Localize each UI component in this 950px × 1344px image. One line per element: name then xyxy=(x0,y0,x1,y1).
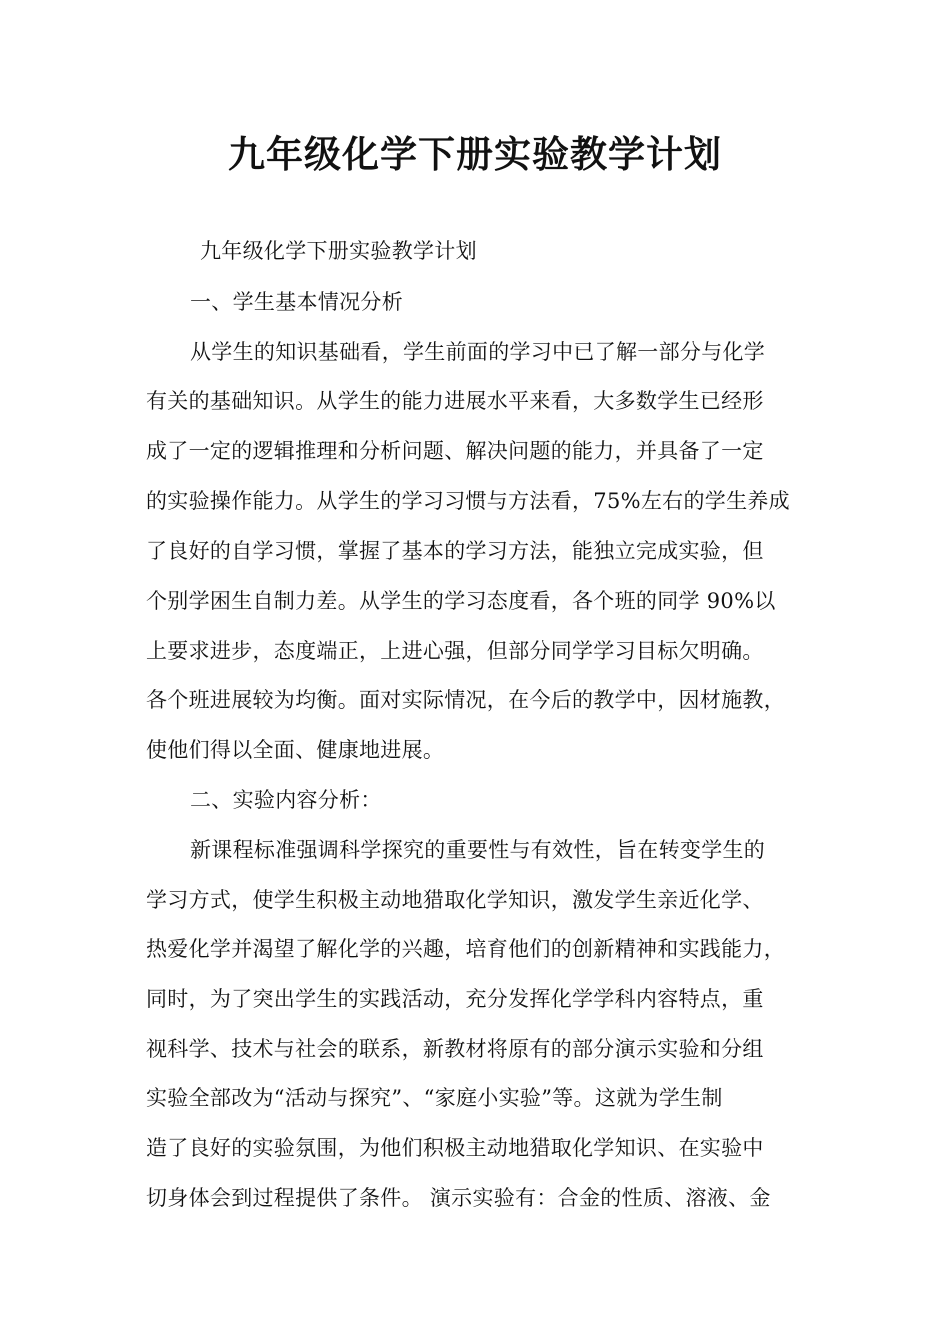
paragraph-line: 上要求进步，态度端正，上进心强，但部分同学学习目标欠明确。 xyxy=(146,639,764,663)
paragraph-line: 各个班进展较为均衡。面对实际情况，在今后的教学中，因材施教， xyxy=(146,688,785,712)
section-heading-2: 二、实验内容分析： xyxy=(190,788,382,812)
paragraph-line: 的实验操作能力。从学生的学习习惯与方法看，75%左右的学生养成 xyxy=(146,489,790,513)
paragraph-line: 切身体会到过程提供了条件。 演示实验有：合金的性质、溶液、金 xyxy=(146,1186,771,1210)
section-heading-1: 一、学生基本情况分析 xyxy=(190,290,403,314)
paragraph-line: 热爱化学并渴望了解化学的兴趣，培育他们的创新精神和实践能力， xyxy=(146,937,785,961)
subtitle-line: 九年级化学下册实验教学计划 xyxy=(200,239,477,263)
paragraph-line: 使他们得以全面、健康地进展。 xyxy=(146,738,445,762)
document-title: 九年级化学下册实验教学计划 xyxy=(228,132,722,176)
paragraph-line: 同时，为了突出学生的实践活动，充分发挥化学学科内容特点，重 xyxy=(146,987,764,1011)
paragraph-line: 成了一定的逻辑推理和分析问题、解决问题的能力，并具备了一定 xyxy=(146,439,764,463)
paragraph-line: 了良好的自学习惯，掌握了基本的学习方法，能独立完成实验，但 xyxy=(146,539,764,563)
paragraph-line: 视科学、技术与社会的联系，新教材将原有的部分演示实验和分组 xyxy=(146,1037,764,1061)
paragraph-line: 学习方式，使学生积极主动地猎取化学知识，激发学生亲近化学、 xyxy=(146,888,764,912)
paragraph-line: 实验全部改为“活动与探究”、“家庭小实验”等。这就为学生制 xyxy=(146,1086,723,1110)
paragraph-line: 有关的基础知识。从学生的能力进展水平来看，大多数学生已经形 xyxy=(146,389,764,413)
paragraph-line: 新课程标准强调科学探究的重要性与有效性，旨在转变学生的 xyxy=(190,838,766,862)
paragraph-line: 从学生的知识基础看，学生前面的学习中已了解一部分与化学 xyxy=(190,340,766,364)
paragraph-line: 造了良好的实验氛围，为他们积极主动地猎取化学知识、在实验中 xyxy=(146,1136,764,1160)
paragraph-line: 个别学困生自制力差。从学生的学习态度看，各个班的同学 90%以 xyxy=(146,589,776,613)
